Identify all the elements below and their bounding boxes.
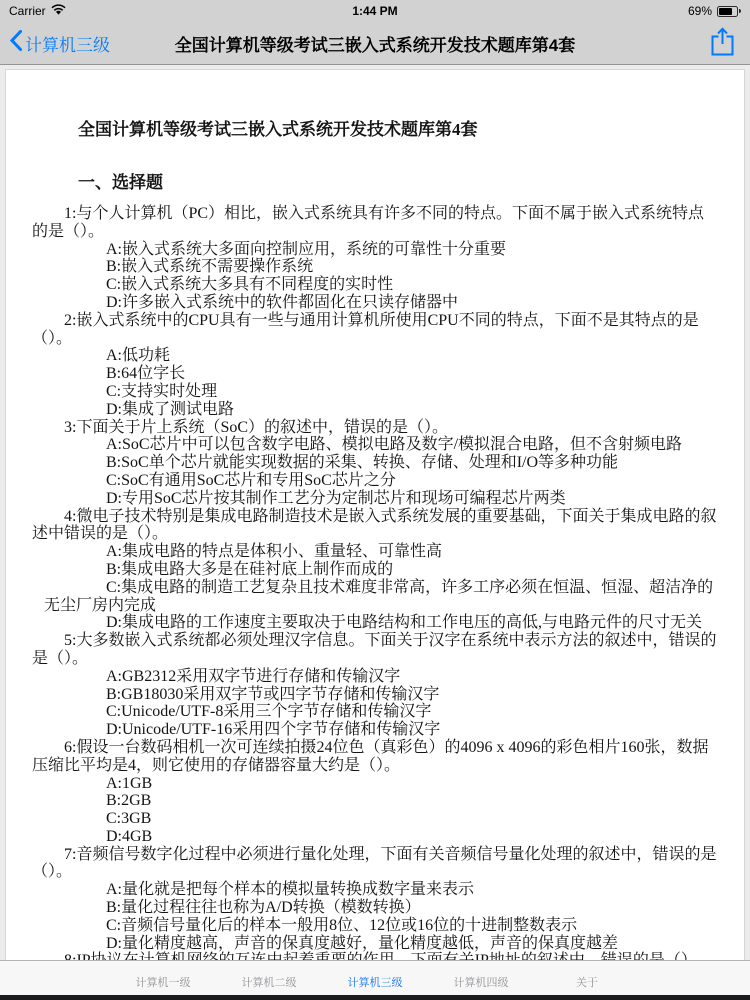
option-text: C:3GB: [106, 810, 152, 828]
tab-computer-level3[interactable]: 计算机三级: [322, 974, 428, 990]
option-text: A:GB2312采用双字节进行存储和传输汉字: [106, 667, 401, 685]
option-text: C:集成电路的制造工艺复杂且技术难度非常高，许多工序必须在恒温、恒湿、超洁净的无尘厂房内完成: [44, 578, 714, 614]
document-title: 全国计算机等级考试三嵌入式系统开发技术题库第4套: [78, 120, 478, 139]
battery-icon: [717, 6, 741, 17]
question-text: 1:与个人计算机（PC）相比，嵌入式系统具有许多不同的特点。下面不属于嵌入式系统特点的是（）。: [32, 205, 705, 240]
question-block: [32, 419, 720, 508]
option-text: C:SoC有通用SoC芯片和专用SoC芯片之分: [106, 471, 396, 489]
bottom-edge-strip: [0, 995, 750, 1000]
document-page: [5, 69, 745, 990]
section-heading: 一、选择题: [78, 173, 163, 192]
tab-bar: [0, 960, 750, 995]
question-text: 4:微电子技术特别是集成电路制造技术是嵌入式系统发展的重要基础，下面关于集成电路的叙述中错误的是（）。: [32, 507, 717, 543]
option-text: C:音频信号量化后的样本一般用8位、12位或16位的十进制整数表示: [106, 916, 578, 934]
question-block: [32, 739, 720, 846]
tab-computer-level1[interactable]: 计算机一级: [110, 974, 216, 990]
wifi-icon: [51, 4, 66, 18]
option-text: B:SoC单个芯片就能实现数据的采集、转换、存储、处理和I/O等多种功能: [106, 454, 619, 472]
option-text: D:4GB: [106, 827, 153, 845]
back-button[interactable]: [10, 30, 110, 56]
question-block: [32, 205, 720, 312]
option-text: C:嵌入式系统大多具有不同程度的实时性: [106, 276, 394, 294]
document-scroll-area[interactable]: [0, 66, 750, 960]
status-right: [688, 4, 741, 18]
back-button-label: 计算机三级: [25, 35, 110, 55]
option-text: D:Unicode/UTF-16采用四个字节存储和传输汉字: [106, 721, 441, 739]
option-text: A:嵌入式系统大多面向控制应用，系统的可靠性十分重要: [106, 240, 507, 258]
option-text: D:专用SoC芯片按其制作工艺分为定制芯片和现场可编程芯片两类: [106, 489, 566, 507]
tab-computer-level2[interactable]: 计算机二级: [216, 974, 322, 990]
carrier-label: Carrier: [9, 4, 46, 18]
status-bar: [0, 0, 750, 22]
question-block: [32, 846, 720, 953]
page-title: 全国计算机等级考试三嵌入式系统开发技术题库第4套: [174, 35, 576, 55]
navigation-bar: [0, 22, 750, 65]
back-chevron-icon: [10, 30, 22, 56]
question-block: [32, 312, 720, 419]
option-text: A:集成电路的特点是体积小、重量轻、可靠性高: [106, 543, 443, 561]
option-text: D:许多嵌入式系统中的软件都固化在只读存储器中: [106, 293, 459, 311]
option-text: B:2GB: [106, 792, 152, 810]
share-button[interactable]: [705, 27, 740, 59]
tab-about[interactable]: 关于: [534, 974, 640, 990]
option-text: C:支持实时处理: [106, 382, 218, 400]
option-text: C:Unicode/UTF-8采用三个字节存储和传输汉字: [106, 703, 432, 721]
question-text: 6:假设一台数码相机一次可连续拍摄24位色（真彩色）的4096 x 4096的彩色相片160张，数据压缩比平均是4，则它使用的存储器容量大约是（）。: [32, 738, 709, 774]
question-text: 7:音频信号数字化过程中必须进行量化处理，下面有关音频信号量化处理的叙述中，错误的是（）。: [32, 845, 717, 881]
option-text: B:64位字长: [106, 365, 186, 383]
question-block: [32, 508, 720, 633]
option-text: B:嵌入式系统不需要操作系统: [106, 258, 314, 276]
question-text: 3:下面关于片上系统（SoC）的叙述中，错误的是（）。: [64, 418, 449, 436]
option-text: A:SoC芯片中可以包含数字电路、模拟电路及数字/模拟混合电路，但不含射频电路: [106, 436, 683, 454]
option-text: B:量化过程往往也称为A/D转换（模数转换）: [106, 899, 421, 917]
option-text: A:量化就是把每个样本的模拟量转换成数字量来表示: [106, 881, 475, 899]
question-text: 5:大多数嵌入式系统都必须处理汉字信息。下面关于汉字在系统中表示方法的叙述中，错误的是（）。: [32, 632, 717, 667]
option-text: D:量化精度越高，声音的保真度越好，量化精度越低，声音的保真度越差: [106, 934, 619, 952]
option-text: A:1GB: [106, 774, 153, 792]
question-text: 2:嵌入式系统中的CPU具有一些与通用计算机所使用CPU不同的特点，下面不是其特点的是（）。: [32, 311, 699, 347]
question-block: [32, 632, 720, 739]
option-text: D:集成了测试电路: [106, 400, 235, 418]
clock-label: 1:44 PM: [352, 4, 398, 18]
tab-computer-level4[interactable]: 计算机四级: [428, 974, 534, 990]
option-text: B:集成电路大多是在硅衬底上制作而成的: [106, 560, 394, 578]
share-icon: [711, 44, 734, 59]
status-left: [9, 4, 66, 18]
battery-percent-label: 69%: [687, 4, 712, 18]
option-text: A:低功耗: [106, 347, 171, 365]
option-text: B:GB18030采用双字节或四字节存储和传输汉字: [106, 685, 440, 703]
option-text: D:集成电路的工作速度主要取决于电路结构和工作电压的高低,与电路元件的尺寸无关: [106, 614, 703, 632]
